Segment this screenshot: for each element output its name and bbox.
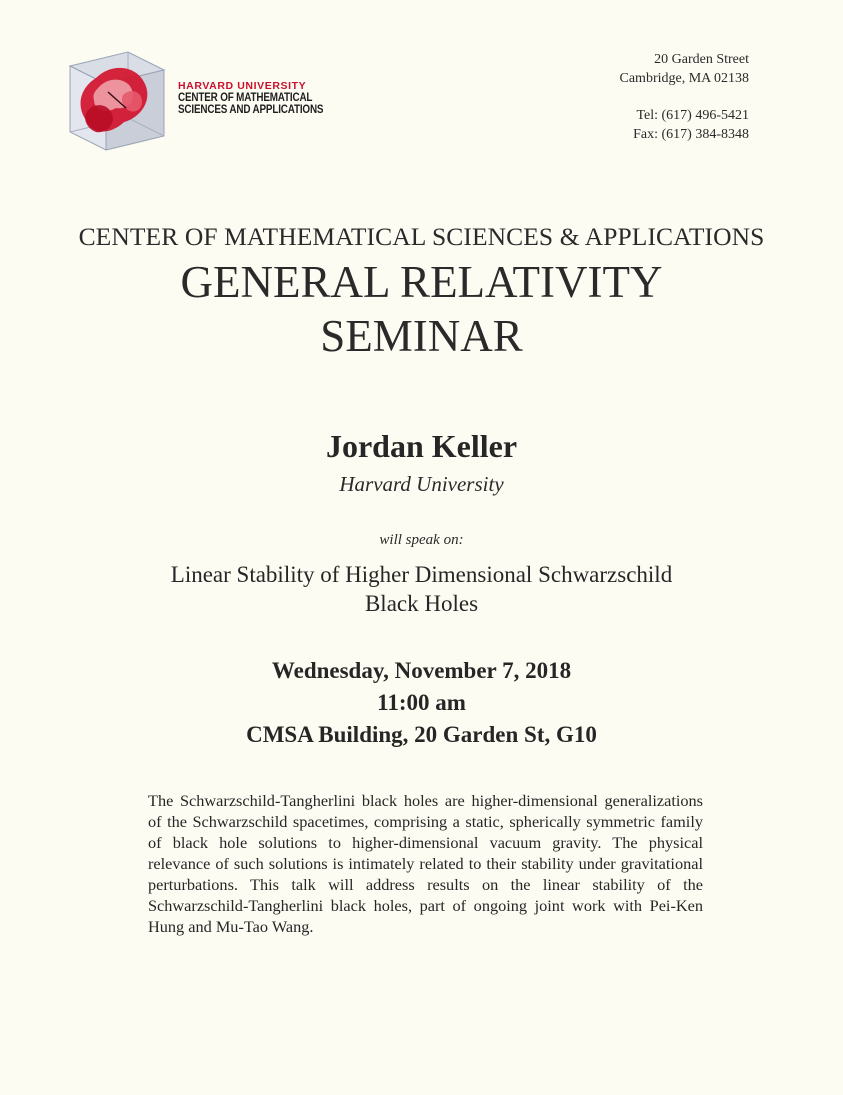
seminar-title-line-1: GENERAL RELATIVITY	[180, 257, 663, 307]
fax-number: Fax: (617) 384-8348	[633, 127, 749, 142]
logo-university: HARVARD UNIVERSITY	[178, 80, 307, 92]
event-details	[0, 655, 843, 751]
talk-intro: will speak on:	[379, 532, 464, 548]
event-location: CMSA Building, 20 Garden St, G10	[246, 722, 597, 747]
cmsa-logo	[66, 48, 326, 154]
logo-wordmark	[178, 80, 347, 116]
contact-address	[620, 50, 750, 144]
speaker-name: Jordan Keller	[325, 428, 518, 464]
phone-number: Tel: (617) 496-5421	[636, 108, 749, 123]
seminar-title	[0, 255, 843, 363]
talk-title-line-2: Black Holes	[364, 591, 479, 616]
talk-title	[0, 560, 843, 618]
seminar-title-line-2: SEMINAR	[320, 311, 523, 361]
cube-logo-icon	[66, 48, 170, 154]
address-city: Cambridge, MA 02138	[619, 71, 749, 86]
logo-center-line-1: CENTER OF MATHEMATICAL	[178, 92, 313, 104]
talk-title-line-1: Linear Stability of Higher Dimensional Schwarzschild	[170, 562, 673, 587]
event-date: Wednesday, November 7, 2018	[271, 658, 572, 683]
event-time: 11:00 am	[377, 690, 466, 715]
logo-center-line-2: SCIENCES AND APPLICATIONS	[178, 104, 324, 116]
talk-abstract: The Schwarzschild-Tangherlini black holes are higher-dimensional generalizations of the Schwarzschild spacetimes, comprising a static, spherically symmetric family of black hole solutions to higher-dimensional vacuum gravity. The physical relevance of such solutions is intimately related to their stability under gravitational perturbations. This talk will address results on the linear stability of the Schwarzschild-Tangherlini black holes, part of ongoing joint work with Pei-Ken Hung and Mu-Tao Wang.	[148, 791, 703, 936]
speaker-affiliation: Harvard University	[339, 472, 504, 496]
center-name-heading: CENTER OF MATHEMATICAL SCIENCES & APPLICATIONS	[78, 222, 765, 251]
address-street: 20 Garden Street	[654, 52, 749, 67]
